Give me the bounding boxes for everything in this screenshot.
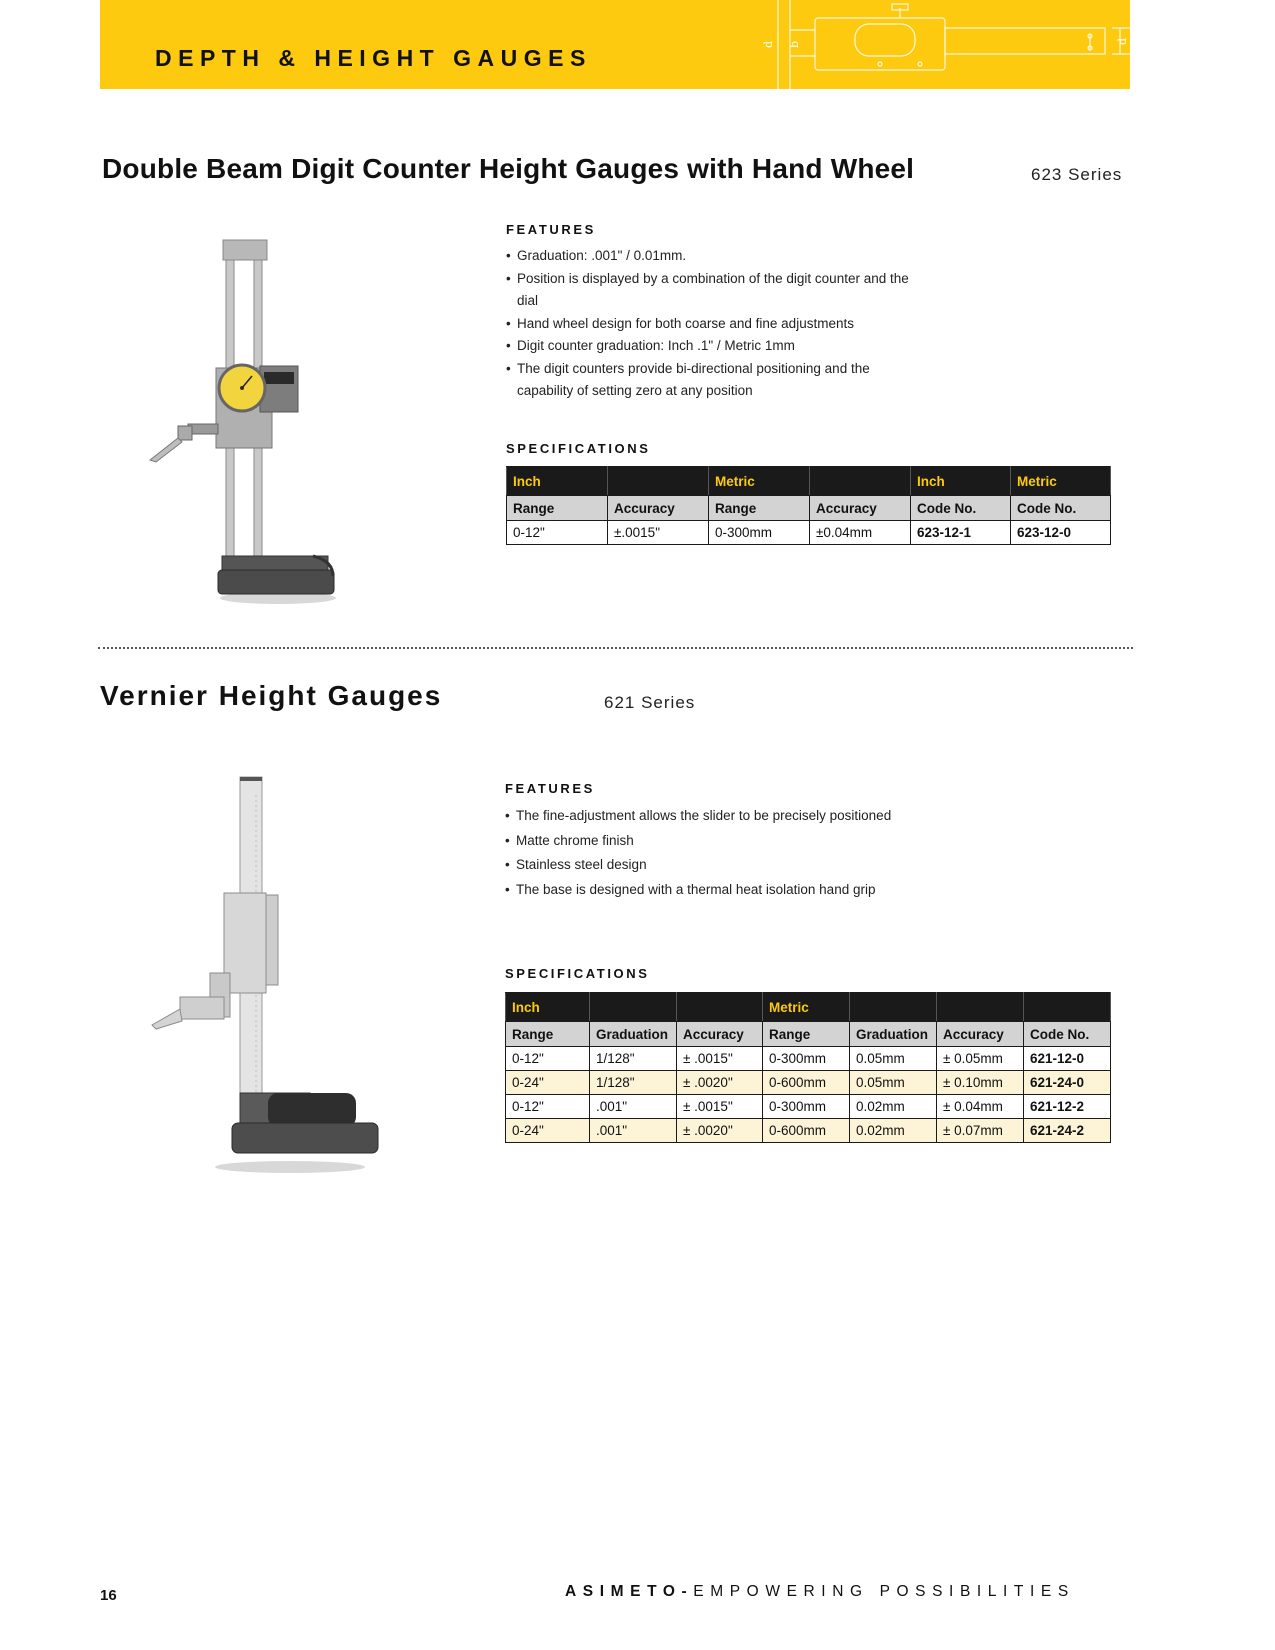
table-cell: 0.05mm <box>850 1047 937 1071</box>
drawing-label-b: b <box>788 40 801 48</box>
feature-item: • Position is displayed by a combination of the digit counter and the dial <box>506 268 926 313</box>
category-title: DEPTH & HEIGHT GAUGES <box>155 45 592 71</box>
code-cell: 621-24-0 <box>1024 1071 1111 1095</box>
table-cell: ± .0015" <box>677 1095 763 1119</box>
column-header: Accuracy <box>677 1022 763 1047</box>
table-row <box>506 1119 1111 1143</box>
table-cell: ± .0020" <box>677 1071 763 1095</box>
table-cell: ±0.04mm <box>810 521 911 545</box>
table-group-header-row <box>506 993 1111 1022</box>
column-header: Accuracy <box>608 496 709 521</box>
feature-item: • Stainless steel design <box>505 853 945 878</box>
table-cell: 0-12" <box>506 1047 590 1071</box>
feature-item: • The fine-adjustment allows the slider to be precisely positioned <box>505 804 945 829</box>
group-header-cell <box>850 993 937 1022</box>
brand-name: ASIMETO- <box>565 1583 694 1600</box>
column-header: Code No. <box>1011 496 1111 521</box>
feature-item: • The digit counters provide bi-directional positioning and the capability of setting zero at any position <box>506 358 926 403</box>
section1-features-list <box>506 245 926 403</box>
table-cell: 1/128" <box>590 1071 677 1095</box>
header-banner <box>100 0 1130 89</box>
column-header: Range <box>709 496 810 521</box>
tagline: EMPOWERING POSSIBILITIES <box>693 1583 1075 1600</box>
table-cell: ± .0020" <box>677 1119 763 1143</box>
code-cell: 621-24-2 <box>1024 1119 1111 1143</box>
section-divider <box>98 647 1133 649</box>
feature-item: • Hand wheel design for both coarse and fine adjustments <box>506 313 926 336</box>
group-header-cell <box>1024 993 1111 1022</box>
table-cell: ± 0.05mm <box>937 1047 1024 1071</box>
group-header-cell: Metric <box>763 993 850 1022</box>
section2-title: Vernier Height Gauges <box>100 680 443 711</box>
section2-spec-table <box>505 992 1111 1143</box>
column-header: Range <box>763 1022 850 1047</box>
column-header: Accuracy <box>937 1022 1024 1047</box>
page-number: 16 <box>100 1587 117 1604</box>
group-header-cell <box>937 993 1024 1022</box>
drawing-label-d2: d <box>1116 37 1129 45</box>
group-header-cell: Metric <box>709 467 810 496</box>
footer-tagline <box>565 1583 1075 1601</box>
table-cell: 0-300mm <box>709 521 810 545</box>
table-cell: 0.05mm <box>850 1071 937 1095</box>
table-cell: .001" <box>590 1095 677 1119</box>
column-header: Graduation <box>590 1022 677 1047</box>
table-group-header-row <box>507 467 1111 496</box>
table-cell: ± 0.07mm <box>937 1119 1024 1143</box>
column-header: Code No. <box>911 496 1011 521</box>
feature-item: • The base is designed with a thermal heat isolation hand grip <box>505 878 945 903</box>
group-header-cell <box>677 993 763 1022</box>
table-cell: 0-300mm <box>763 1047 850 1071</box>
table-cell: 0-600mm <box>763 1119 850 1143</box>
section2-series: 621 Series <box>604 693 696 712</box>
table-cell: 0-12" <box>506 1095 590 1119</box>
table-cell: ±.0015" <box>608 521 709 545</box>
group-header-cell: Inch <box>507 467 608 496</box>
table-column-header-row <box>506 1022 1111 1047</box>
group-header-cell: Metric <box>1011 467 1111 496</box>
table-cell: ± 0.10mm <box>937 1071 1024 1095</box>
column-header: Range <box>506 1022 590 1047</box>
feature-item: • Digit counter graduation: Inch .1" / Metric 1mm <box>506 335 926 358</box>
table-cell: 0-24" <box>506 1119 590 1143</box>
table-cell: ± .0015" <box>677 1047 763 1071</box>
section2-specs-label: SPECIFICATIONS <box>505 966 650 981</box>
column-header: Code No. <box>1024 1022 1111 1047</box>
feature-item: • Matte chrome finish <box>505 829 945 854</box>
section2-features-label: FEATURES <box>505 781 595 796</box>
table-cell: 0-24" <box>506 1071 590 1095</box>
feature-item: • Graduation: .001" / 0.01mm. <box>506 245 926 268</box>
column-header: Accuracy <box>810 496 911 521</box>
code-cell: 623-12-0 <box>1011 521 1111 545</box>
table-row <box>506 1047 1111 1071</box>
column-header: Graduation <box>850 1022 937 1047</box>
table-cell: 0-600mm <box>763 1071 850 1095</box>
double-beam-height-gauge-image <box>148 238 348 608</box>
section1-title: Double Beam Digit Counter Height Gauges with Hand Wheel <box>102 153 915 184</box>
table-row <box>506 1095 1111 1119</box>
table-row <box>506 1071 1111 1095</box>
section1-specs-label: SPECIFICATIONS <box>506 441 651 456</box>
table-cell: ± 0.04mm <box>937 1095 1024 1119</box>
table-cell: 0-300mm <box>763 1095 850 1119</box>
caliper-drawing-icon <box>720 0 1130 89</box>
section1-features-label: FEATURES <box>506 222 596 237</box>
section2-features-list <box>505 804 945 903</box>
code-cell: 621-12-2 <box>1024 1095 1111 1119</box>
column-header: Range <box>507 496 608 521</box>
group-header-cell <box>590 993 677 1022</box>
table-cell: 0.02mm <box>850 1119 937 1143</box>
code-cell: 623-12-1 <box>911 521 1011 545</box>
code-cell: 621-12-0 <box>1024 1047 1111 1071</box>
table-cell: 0-12" <box>507 521 608 545</box>
section1-series: 623 Series <box>1031 165 1123 184</box>
group-header-cell: Inch <box>506 993 590 1022</box>
group-header-cell <box>608 467 709 496</box>
group-header-cell: Inch <box>911 467 1011 496</box>
table-cell: 0.02mm <box>850 1095 937 1119</box>
table-cell: 1/128" <box>590 1047 677 1071</box>
group-header-cell <box>810 467 911 496</box>
table-column-header-row <box>507 496 1111 521</box>
section1-spec-table <box>506 466 1111 545</box>
drawing-label-d1: d <box>762 40 775 48</box>
vernier-height-gauge-image <box>150 775 380 1175</box>
table-cell: .001" <box>590 1119 677 1143</box>
table-row <box>507 521 1111 545</box>
